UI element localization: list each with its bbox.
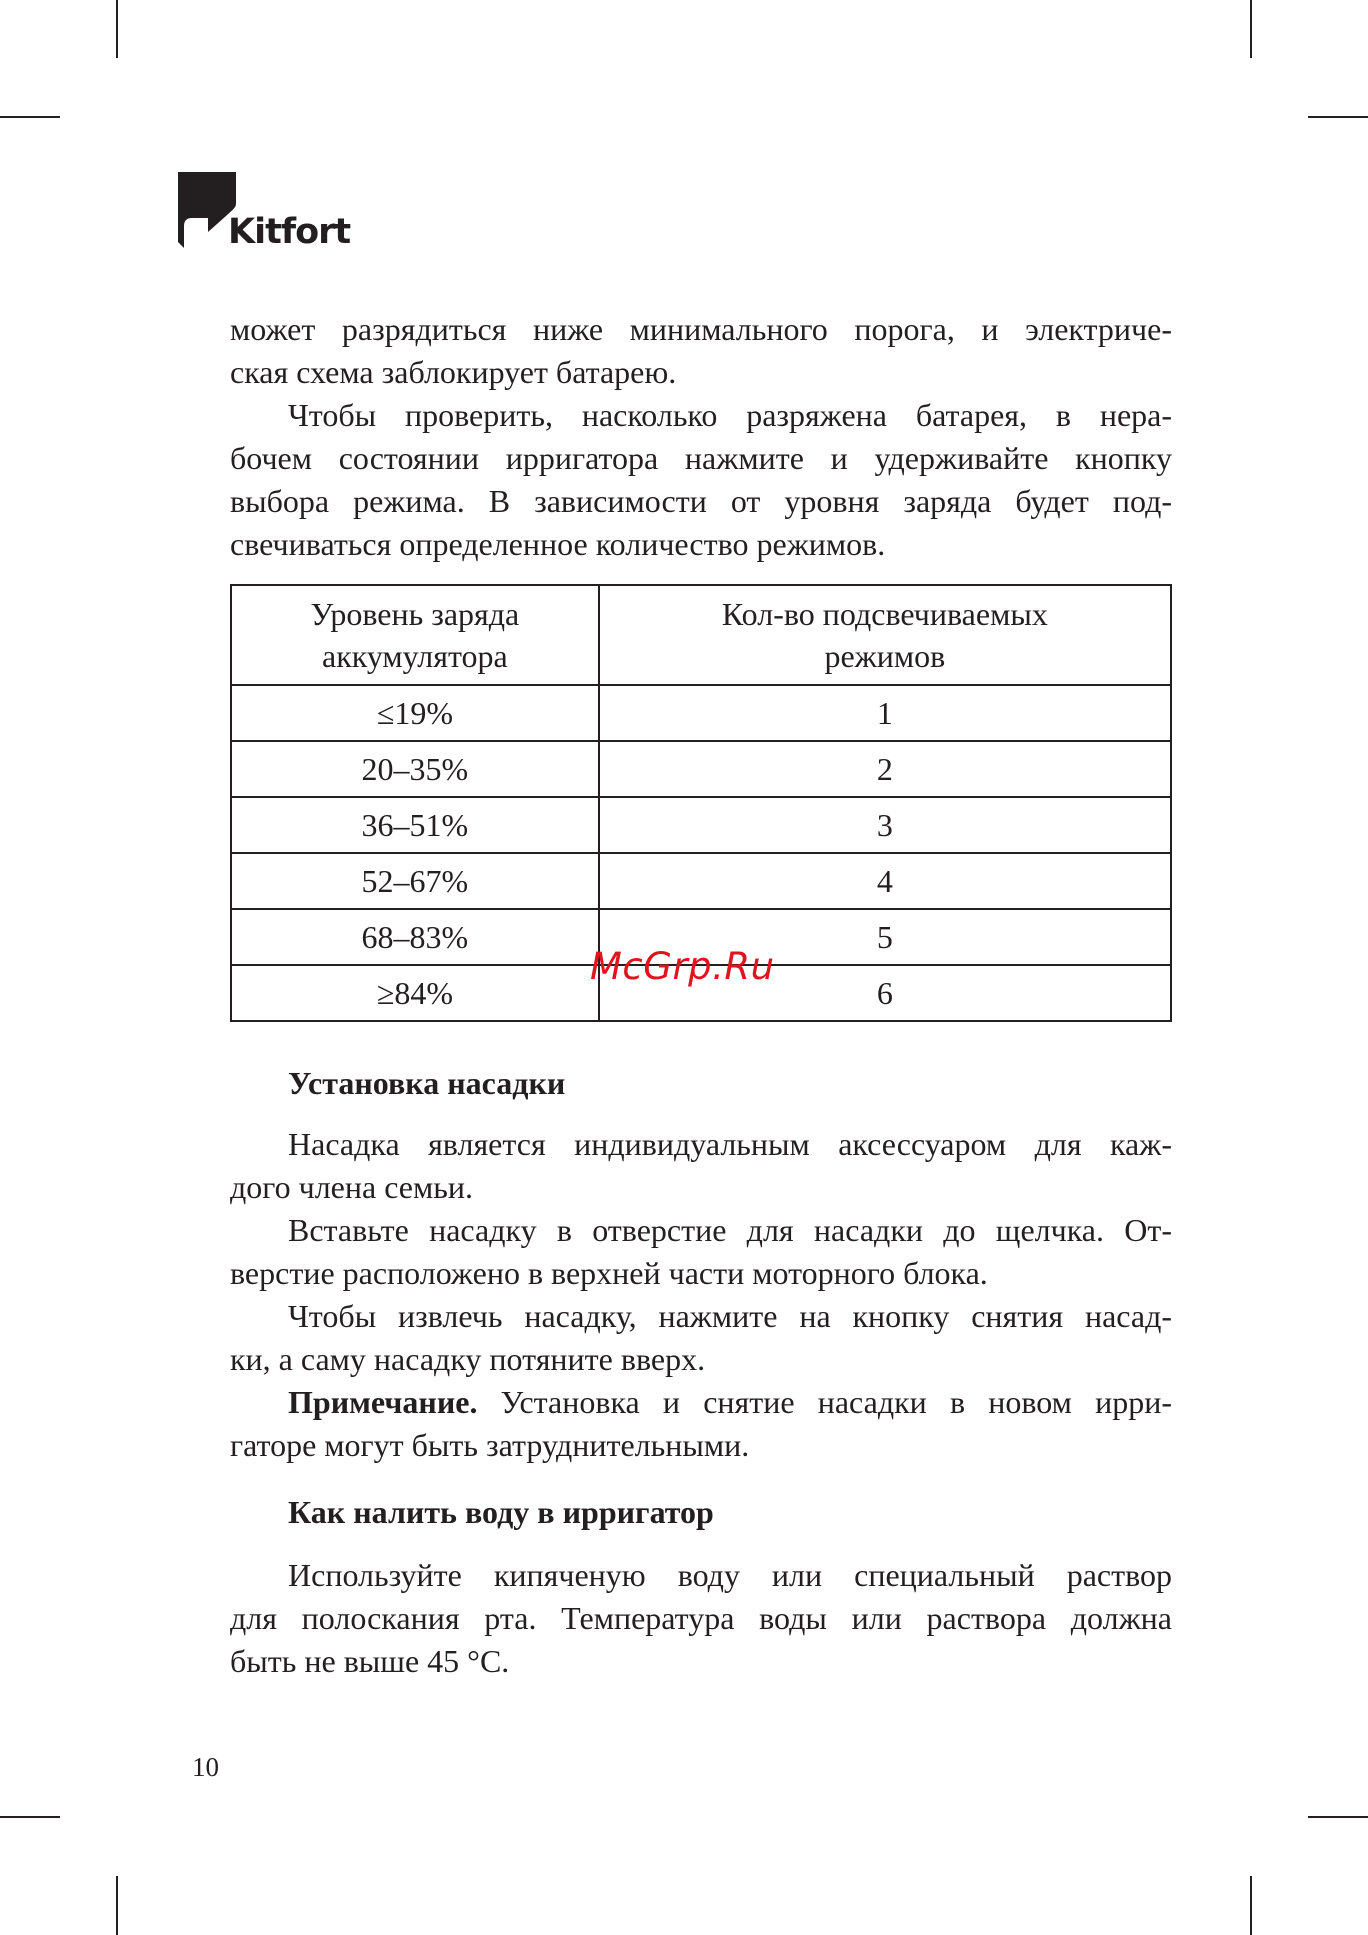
text-line: выбора режима. В зависимости от уровня заряда будет под- bbox=[230, 483, 1172, 519]
section-heading-fill-water: Как налить воду в ирригатор bbox=[288, 1494, 714, 1530]
table-cell-modes: 3 bbox=[599, 797, 1171, 853]
page-number: 10 bbox=[192, 1752, 219, 1782]
text-line bbox=[230, 1381, 1172, 1424]
table-cell-modes: 6 bbox=[599, 965, 1171, 1021]
note-text: Установка и снятие насадки в новом ирри- bbox=[477, 1384, 1172, 1420]
note-label: Примечание. bbox=[288, 1384, 478, 1420]
table-cell-level: 68–83% bbox=[231, 909, 599, 965]
crop-mark-top-left-vertical bbox=[116, 0, 118, 58]
text-line: Насадка является индивидуальным аксессуаром для каж- bbox=[288, 1126, 1172, 1162]
crop-mark-top-left-horizontal bbox=[0, 116, 60, 118]
table-cell-level: ≥84% bbox=[231, 965, 599, 1021]
table-cell-level: 20–35% bbox=[231, 741, 599, 797]
text-line: Вставьте насадку в отверстие для насадки до щелчка. От- bbox=[288, 1212, 1172, 1248]
text-line: верстие расположено в верхней части моторного блока. bbox=[230, 1255, 988, 1291]
text-line: Используйте кипяченую воду или специальный раствор bbox=[288, 1557, 1172, 1593]
header-line: аккумулятора bbox=[322, 638, 508, 674]
table-row bbox=[231, 797, 1171, 853]
page-content bbox=[230, 308, 1172, 1683]
text-line: Чтобы проверить, насколько разряжена батарея, в нера- bbox=[288, 397, 1172, 433]
text-line: Чтобы извлечь насадку, нажмите на кнопку снятия насад- bbox=[288, 1298, 1172, 1334]
intro-paragraph bbox=[230, 308, 1172, 394]
crop-mark-bottom-left-vertical bbox=[116, 1876, 118, 1935]
water-paragraph bbox=[230, 1554, 1172, 1683]
table-cell-modes: 5 bbox=[599, 909, 1171, 965]
table-cell-level: 36–51% bbox=[231, 797, 599, 853]
table-row bbox=[231, 741, 1171, 797]
nozzle-paragraph-2 bbox=[230, 1209, 1172, 1295]
text-line: для полоскания рта. Температура воды или раствора должна bbox=[230, 1600, 1172, 1636]
crop-mark-top-right-vertical bbox=[1250, 0, 1252, 58]
text-line: гаторе могут быть затруднительными. bbox=[230, 1427, 750, 1463]
text-line: ская схема заблокирует батарею. bbox=[230, 354, 677, 390]
text-line: может разрядиться ниже минимального порога, и электриче- bbox=[230, 311, 1172, 347]
crop-mark-bottom-right-vertical bbox=[1250, 1876, 1252, 1935]
check-paragraph bbox=[230, 394, 1172, 566]
column-header-charge-level bbox=[231, 585, 599, 685]
table-row bbox=[231, 685, 1171, 741]
table-cell-level: 52–67% bbox=[231, 853, 599, 909]
note-paragraph bbox=[230, 1381, 1172, 1467]
table-header-row bbox=[231, 585, 1171, 685]
crop-mark-bottom-right-horizontal bbox=[1308, 1816, 1368, 1818]
text-line: бочем состоянии ирригатора нажмите и удерживайте кнопку bbox=[230, 440, 1172, 476]
watermark: McGrp.Ru bbox=[590, 945, 775, 988]
crop-mark-bottom-left-horizontal bbox=[0, 1816, 60, 1818]
text-line: ки, а саму насадку потяните вверх. bbox=[230, 1341, 706, 1377]
table-cell-modes: 2 bbox=[599, 741, 1171, 797]
table-cell-level: ≤19% bbox=[231, 685, 599, 741]
nozzle-paragraph-1 bbox=[230, 1123, 1172, 1209]
column-header-modes-count bbox=[599, 585, 1171, 685]
header-line: режимов bbox=[824, 638, 946, 674]
text-line: дого члена семьи. bbox=[230, 1169, 473, 1205]
section-heading-nozzle-install: Установка насадки bbox=[288, 1065, 566, 1101]
nozzle-paragraph-3 bbox=[230, 1295, 1172, 1381]
text-line: быть не выше 45 °С. bbox=[230, 1643, 510, 1679]
table-cell-modes: 4 bbox=[599, 853, 1171, 909]
header-line: Кол-во подсвечиваемых bbox=[721, 596, 1048, 632]
crop-mark-top-right-horizontal bbox=[1308, 116, 1368, 118]
brand-name: Kitfort bbox=[228, 212, 351, 252]
table-cell-modes: 1 bbox=[599, 685, 1171, 741]
header-line: Уровень заряда bbox=[310, 596, 520, 632]
table-row bbox=[231, 853, 1171, 909]
text-line: свечиваться определенное количество режимов. bbox=[230, 526, 886, 562]
